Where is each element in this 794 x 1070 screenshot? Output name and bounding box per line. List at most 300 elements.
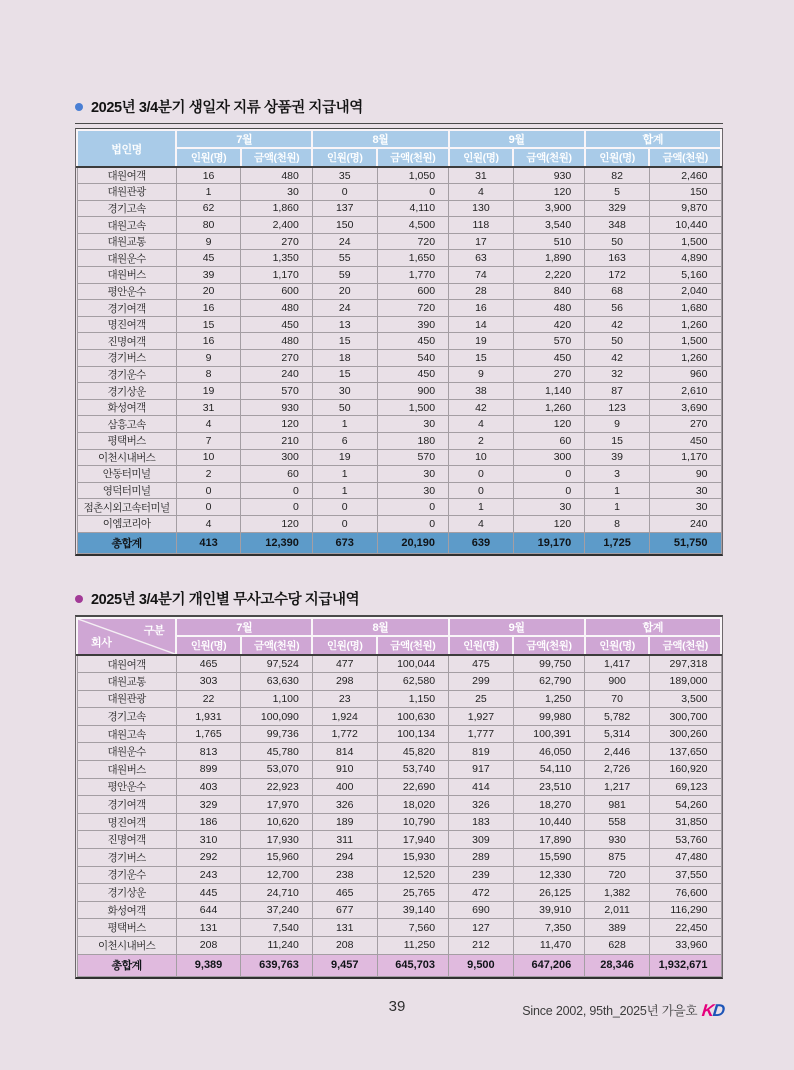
amount-cell: 480	[513, 300, 584, 317]
count-cell: 5	[585, 184, 650, 201]
count-cell: 42	[585, 316, 650, 333]
sub-header-cell: 금액(천원)	[649, 636, 721, 655]
count-cell: 1	[585, 499, 650, 516]
amount-cell: 120	[513, 416, 584, 433]
count-cell: 303	[176, 673, 241, 691]
company-name-cell: 경기고속	[77, 708, 176, 726]
company-name-cell: 안동터미널	[77, 466, 176, 483]
count-cell: 14	[449, 316, 514, 333]
count-cell: 238	[312, 866, 377, 884]
table-row	[77, 366, 721, 383]
page-number: 39	[388, 998, 406, 1015]
count-cell: 68	[585, 283, 650, 300]
amount-cell: 60	[513, 433, 584, 450]
month-header-cell: 9월	[449, 618, 585, 636]
amount-cell: 300	[513, 449, 584, 466]
count-cell: 16	[176, 333, 241, 350]
count-cell: 118	[449, 217, 514, 234]
amount-cell: 930	[241, 399, 312, 416]
count-cell: 19	[176, 383, 241, 400]
table-row	[77, 433, 721, 450]
count-cell: 4	[449, 515, 514, 532]
amount-cell: 53,760	[649, 831, 721, 849]
count-cell: 0	[449, 466, 514, 483]
amount-cell: 69,123	[649, 778, 721, 796]
count-cell: 875	[585, 849, 650, 867]
amount-cell: 300,260	[649, 725, 721, 743]
amount-cell: 639,763	[241, 954, 312, 976]
amount-cell: 0	[241, 499, 312, 516]
count-cell: 239	[449, 866, 514, 884]
count-cell: 35	[312, 167, 377, 184]
amount-cell: 25,765	[377, 884, 448, 902]
amount-cell: 76,600	[649, 884, 721, 902]
amount-cell: 3,500	[649, 690, 721, 708]
month-header-cell: 합계	[585, 618, 721, 636]
amount-cell: 0	[377, 184, 448, 201]
amount-cell: 0	[513, 466, 584, 483]
count-cell: 292	[176, 849, 241, 867]
amount-cell: 12,700	[241, 866, 312, 884]
table-row	[77, 466, 721, 483]
amount-cell: 720	[377, 233, 448, 250]
amount-cell: 10,440	[513, 813, 584, 831]
company-name-cell: 평택버스	[77, 919, 176, 937]
amount-cell: 1,770	[377, 267, 448, 284]
amount-cell: 90	[649, 466, 721, 483]
amount-cell: 270	[241, 350, 312, 367]
company-name-cell: 평안운수	[77, 778, 176, 796]
kd-logo	[702, 1002, 725, 1019]
count-cell: 9	[176, 350, 241, 367]
count-cell: 465	[312, 884, 377, 902]
amount-cell: 1,150	[377, 690, 448, 708]
amount-cell: 7,350	[513, 919, 584, 937]
table-row	[77, 743, 721, 761]
count-cell: 1,217	[585, 778, 650, 796]
amount-cell: 30	[241, 184, 312, 201]
company-name-cell: 경기여객	[77, 300, 176, 317]
table-row	[77, 515, 721, 532]
amount-cell: 1,680	[649, 300, 721, 317]
bullet-icon	[75, 595, 83, 603]
amount-cell: 15,930	[377, 849, 448, 867]
section-title-text: 2025년 3/4분기 개인별 무사고수당 지급내역	[91, 592, 360, 608]
total-row	[77, 532, 721, 553]
amount-cell: 2,460	[649, 167, 721, 184]
count-cell: 15	[585, 433, 650, 450]
count-cell: 131	[312, 919, 377, 937]
count-cell: 309	[449, 831, 514, 849]
amount-cell: 2,040	[649, 283, 721, 300]
amount-cell: 300,700	[649, 708, 721, 726]
sub-header-cell: 인원(명)	[449, 148, 514, 167]
total-label-cell: 총합계	[77, 954, 176, 976]
company-name-cell: 대원고속	[77, 217, 176, 234]
amount-cell: 22,690	[377, 778, 448, 796]
table-row	[77, 849, 721, 867]
amount-cell: 15,960	[241, 849, 312, 867]
count-cell: 311	[312, 831, 377, 849]
amount-cell: 647,206	[513, 954, 584, 976]
count-cell: 9,389	[176, 954, 241, 976]
month-header-cell: 8월	[312, 618, 448, 636]
count-cell: 17	[449, 233, 514, 250]
count-cell: 42	[585, 350, 650, 367]
count-cell: 16	[176, 300, 241, 317]
count-cell: 45	[176, 250, 241, 267]
company-name-cell: 점촌시외고속터미널	[77, 499, 176, 516]
count-cell: 56	[585, 300, 650, 317]
count-cell: 981	[585, 796, 650, 814]
count-cell: 1,765	[176, 725, 241, 743]
amount-cell: 930	[513, 167, 584, 184]
count-cell: 80	[176, 217, 241, 234]
table-row	[77, 267, 721, 284]
table-row	[77, 350, 721, 367]
count-cell: 475	[449, 655, 514, 673]
amount-cell: 390	[377, 316, 448, 333]
count-cell: 18	[312, 350, 377, 367]
count-cell: 123	[585, 399, 650, 416]
table-row	[77, 416, 721, 433]
amount-cell: 22,923	[241, 778, 312, 796]
company-name-cell: 이엠코리아	[77, 515, 176, 532]
amount-cell: 0	[377, 499, 448, 516]
sub-header-cell: 인원(명)	[176, 148, 241, 167]
amount-cell: 45,780	[241, 743, 312, 761]
count-cell: 0	[312, 515, 377, 532]
count-cell: 4	[176, 515, 241, 532]
amount-cell: 23,510	[513, 778, 584, 796]
count-cell: 0	[176, 482, 241, 499]
amount-cell: 1,860	[241, 200, 312, 217]
amount-cell: 17,970	[241, 796, 312, 814]
amount-cell: 120	[241, 515, 312, 532]
amount-cell: 137,650	[649, 743, 721, 761]
amount-cell: 30	[377, 466, 448, 483]
count-cell: 1,725	[585, 532, 650, 553]
amount-cell: 7,560	[377, 919, 448, 937]
table-row	[77, 200, 721, 217]
amount-cell: 570	[513, 333, 584, 350]
count-cell: 63	[449, 250, 514, 267]
sub-header-cell: 인원(명)	[312, 148, 377, 167]
sub-header-cell: 금액(천원)	[377, 148, 448, 167]
count-cell: 25	[449, 690, 514, 708]
count-cell: 1	[585, 482, 650, 499]
amount-cell: 19,170	[513, 532, 584, 553]
amount-cell: 22,450	[649, 919, 721, 937]
company-name-cell: 경기고속	[77, 200, 176, 217]
amount-cell: 30	[377, 482, 448, 499]
count-cell: 50	[312, 399, 377, 416]
count-cell: 5,782	[585, 708, 650, 726]
table-row	[77, 778, 721, 796]
count-cell: 0	[312, 499, 377, 516]
amount-cell: 53,070	[241, 761, 312, 779]
amount-cell: 39,140	[377, 901, 448, 919]
count-cell: 639	[449, 532, 514, 553]
sub-header-cell: 금액(천원)	[513, 636, 584, 655]
amount-cell: 450	[241, 316, 312, 333]
amount-cell: 180	[377, 433, 448, 450]
amount-cell: 30	[377, 416, 448, 433]
amount-cell: 189,000	[649, 673, 721, 691]
table-row	[77, 316, 721, 333]
amount-cell: 120	[513, 515, 584, 532]
amount-cell: 4,110	[377, 200, 448, 217]
count-cell: 8	[585, 515, 650, 532]
accident-free-allowance-table	[76, 617, 722, 977]
amount-cell: 1,350	[241, 250, 312, 267]
count-cell: 130	[449, 200, 514, 217]
count-cell: 673	[312, 532, 377, 553]
count-cell: 59	[312, 267, 377, 284]
amount-cell: 4,500	[377, 217, 448, 234]
table-row	[77, 725, 721, 743]
amount-cell: 3,900	[513, 200, 584, 217]
count-cell: 294	[312, 849, 377, 867]
corner-header-cell	[77, 618, 176, 655]
company-name-cell: 대원여객	[77, 655, 176, 673]
count-cell: 32	[585, 366, 650, 383]
kd-logo-k: K	[701, 1000, 715, 1020]
count-cell: 1	[312, 482, 377, 499]
amount-cell: 840	[513, 283, 584, 300]
count-cell: 403	[176, 778, 241, 796]
count-cell: 1,777	[449, 725, 514, 743]
table-row	[77, 655, 721, 673]
company-name-cell: 진명여객	[77, 831, 176, 849]
sub-header-cell: 금액(천원)	[241, 148, 312, 167]
count-cell: 22	[176, 690, 241, 708]
count-cell: 186	[176, 813, 241, 831]
count-cell: 82	[585, 167, 650, 184]
count-cell: 42	[449, 399, 514, 416]
count-cell: 8	[176, 366, 241, 383]
table-row	[77, 499, 721, 516]
count-cell: 1,927	[449, 708, 514, 726]
total-row	[77, 954, 721, 976]
count-cell: 9	[449, 366, 514, 383]
amount-cell: 0	[513, 482, 584, 499]
sub-header-cell: 인원(명)	[176, 636, 241, 655]
count-cell: 628	[585, 937, 650, 955]
amount-cell: 1,170	[241, 267, 312, 284]
amount-cell: 12,520	[377, 866, 448, 884]
amount-cell: 26,125	[513, 884, 584, 902]
count-cell: 5,314	[585, 725, 650, 743]
count-cell: 814	[312, 743, 377, 761]
count-cell: 2	[176, 466, 241, 483]
sub-header-cell: 인원(명)	[312, 636, 377, 655]
table-row	[77, 383, 721, 400]
count-cell: 74	[449, 267, 514, 284]
count-cell: 39	[176, 267, 241, 284]
amount-cell: 4,890	[649, 250, 721, 267]
amount-cell: 99,980	[513, 708, 584, 726]
amount-cell: 17,890	[513, 831, 584, 849]
amount-cell: 240	[649, 515, 721, 532]
sub-header-cell: 인원(명)	[449, 636, 514, 655]
amount-cell: 45,820	[377, 743, 448, 761]
count-cell: 15	[312, 333, 377, 350]
amount-cell: 18,270	[513, 796, 584, 814]
corner-header-cell: 법인명	[77, 130, 176, 167]
amount-cell: 46,050	[513, 743, 584, 761]
count-cell: 131	[176, 919, 241, 937]
count-cell: 28,346	[585, 954, 650, 976]
month-header-cell: 9월	[449, 130, 585, 148]
count-cell: 1	[449, 499, 514, 516]
count-cell: 813	[176, 743, 241, 761]
allowance-table-container	[75, 616, 723, 979]
table-row	[77, 250, 721, 267]
count-cell: 677	[312, 901, 377, 919]
count-cell: 930	[585, 831, 650, 849]
count-cell: 1,772	[312, 725, 377, 743]
amount-cell: 1,890	[513, 250, 584, 267]
amount-cell: 100,391	[513, 725, 584, 743]
amount-cell: 270	[649, 416, 721, 433]
amount-cell: 17,930	[241, 831, 312, 849]
amount-cell: 18,020	[377, 796, 448, 814]
amount-cell: 1,500	[377, 399, 448, 416]
amount-cell: 2,220	[513, 267, 584, 284]
amount-cell: 3,690	[649, 399, 721, 416]
count-cell: 1,417	[585, 655, 650, 673]
company-name-cell: 영덕터미널	[77, 482, 176, 499]
count-cell: 9	[585, 416, 650, 433]
count-cell: 1	[176, 184, 241, 201]
company-name-cell: 진명여객	[77, 333, 176, 350]
count-cell: 50	[585, 233, 650, 250]
count-cell: 163	[585, 250, 650, 267]
count-cell: 38	[449, 383, 514, 400]
table-row	[77, 813, 721, 831]
amount-cell: 54,110	[513, 761, 584, 779]
amount-cell: 2,400	[241, 217, 312, 234]
count-cell: 917	[449, 761, 514, 779]
amount-cell: 97,524	[241, 655, 312, 673]
company-name-cell: 이천시내버스	[77, 937, 176, 955]
company-name-cell: 대원교통	[77, 673, 176, 691]
amount-cell: 1,500	[649, 233, 721, 250]
corner-bottom-label: 회사	[91, 637, 112, 649]
table-row	[77, 901, 721, 919]
table-row	[77, 217, 721, 234]
amount-cell: 10,440	[649, 217, 721, 234]
amount-cell: 63,630	[241, 673, 312, 691]
amount-cell: 3,540	[513, 217, 584, 234]
company-name-cell: 경기운수	[77, 366, 176, 383]
amount-cell: 2,610	[649, 383, 721, 400]
amount-cell: 12,390	[241, 532, 312, 553]
count-cell: 329	[585, 200, 650, 217]
company-name-cell: 경기버스	[77, 350, 176, 367]
count-cell: 150	[312, 217, 377, 234]
sub-header-cell: 금액(천원)	[241, 636, 312, 655]
amount-cell: 1,932,671	[649, 954, 721, 976]
amount-cell: 37,550	[649, 866, 721, 884]
amount-cell: 480	[241, 300, 312, 317]
amount-cell: 1,050	[377, 167, 448, 184]
count-cell: 28	[449, 283, 514, 300]
count-cell: 644	[176, 901, 241, 919]
count-cell: 326	[449, 796, 514, 814]
amount-cell: 15,590	[513, 849, 584, 867]
count-cell: 1,924	[312, 708, 377, 726]
count-cell: 2,011	[585, 901, 650, 919]
company-name-cell: 이천시내버스	[77, 449, 176, 466]
table-row	[77, 796, 721, 814]
count-cell: 31	[176, 399, 241, 416]
count-cell: 2	[449, 433, 514, 450]
count-cell: 477	[312, 655, 377, 673]
count-cell: 465	[176, 655, 241, 673]
count-cell: 0	[176, 499, 241, 516]
count-cell: 13	[312, 316, 377, 333]
sub-header-cell: 금액(천원)	[377, 636, 448, 655]
count-cell: 414	[449, 778, 514, 796]
company-name-cell: 대원고속	[77, 725, 176, 743]
amount-cell: 39,910	[513, 901, 584, 919]
amount-cell: 540	[377, 350, 448, 367]
company-name-cell: 대원관광	[77, 184, 176, 201]
count-cell: 1,382	[585, 884, 650, 902]
company-name-cell: 대원교통	[77, 233, 176, 250]
count-cell: 413	[176, 532, 241, 553]
amount-cell: 30	[649, 499, 721, 516]
amount-cell: 210	[241, 433, 312, 450]
count-cell: 183	[449, 813, 514, 831]
amount-cell: 450	[513, 350, 584, 367]
count-cell: 720	[585, 866, 650, 884]
company-name-cell: 대원관광	[77, 690, 176, 708]
count-cell: 15	[176, 316, 241, 333]
count-cell: 31	[449, 167, 514, 184]
kd-logo-d: D	[712, 1000, 725, 1020]
table-row	[77, 283, 721, 300]
count-cell: 20	[312, 283, 377, 300]
amount-cell: 54,260	[649, 796, 721, 814]
amount-cell: 1,140	[513, 383, 584, 400]
amount-cell: 270	[241, 233, 312, 250]
count-cell: 0	[449, 482, 514, 499]
count-cell: 819	[449, 743, 514, 761]
company-name-cell: 대원버스	[77, 267, 176, 284]
company-name-cell: 대원운수	[77, 743, 176, 761]
amount-cell: 120	[513, 184, 584, 201]
table-row	[77, 233, 721, 250]
amount-cell: 51,750	[649, 532, 721, 553]
count-cell: 70	[585, 690, 650, 708]
amount-cell: 450	[649, 433, 721, 450]
count-cell: 127	[449, 919, 514, 937]
footer-issue	[522, 1001, 724, 1019]
amount-cell: 20,190	[377, 532, 448, 553]
amount-cell: 10,790	[377, 813, 448, 831]
amount-cell: 450	[377, 333, 448, 350]
table-row	[77, 761, 721, 779]
amount-cell: 1,250	[513, 690, 584, 708]
count-cell: 298	[312, 673, 377, 691]
amount-cell: 480	[241, 333, 312, 350]
count-cell: 243	[176, 866, 241, 884]
count-cell: 10	[449, 449, 514, 466]
count-cell: 9,500	[449, 954, 514, 976]
